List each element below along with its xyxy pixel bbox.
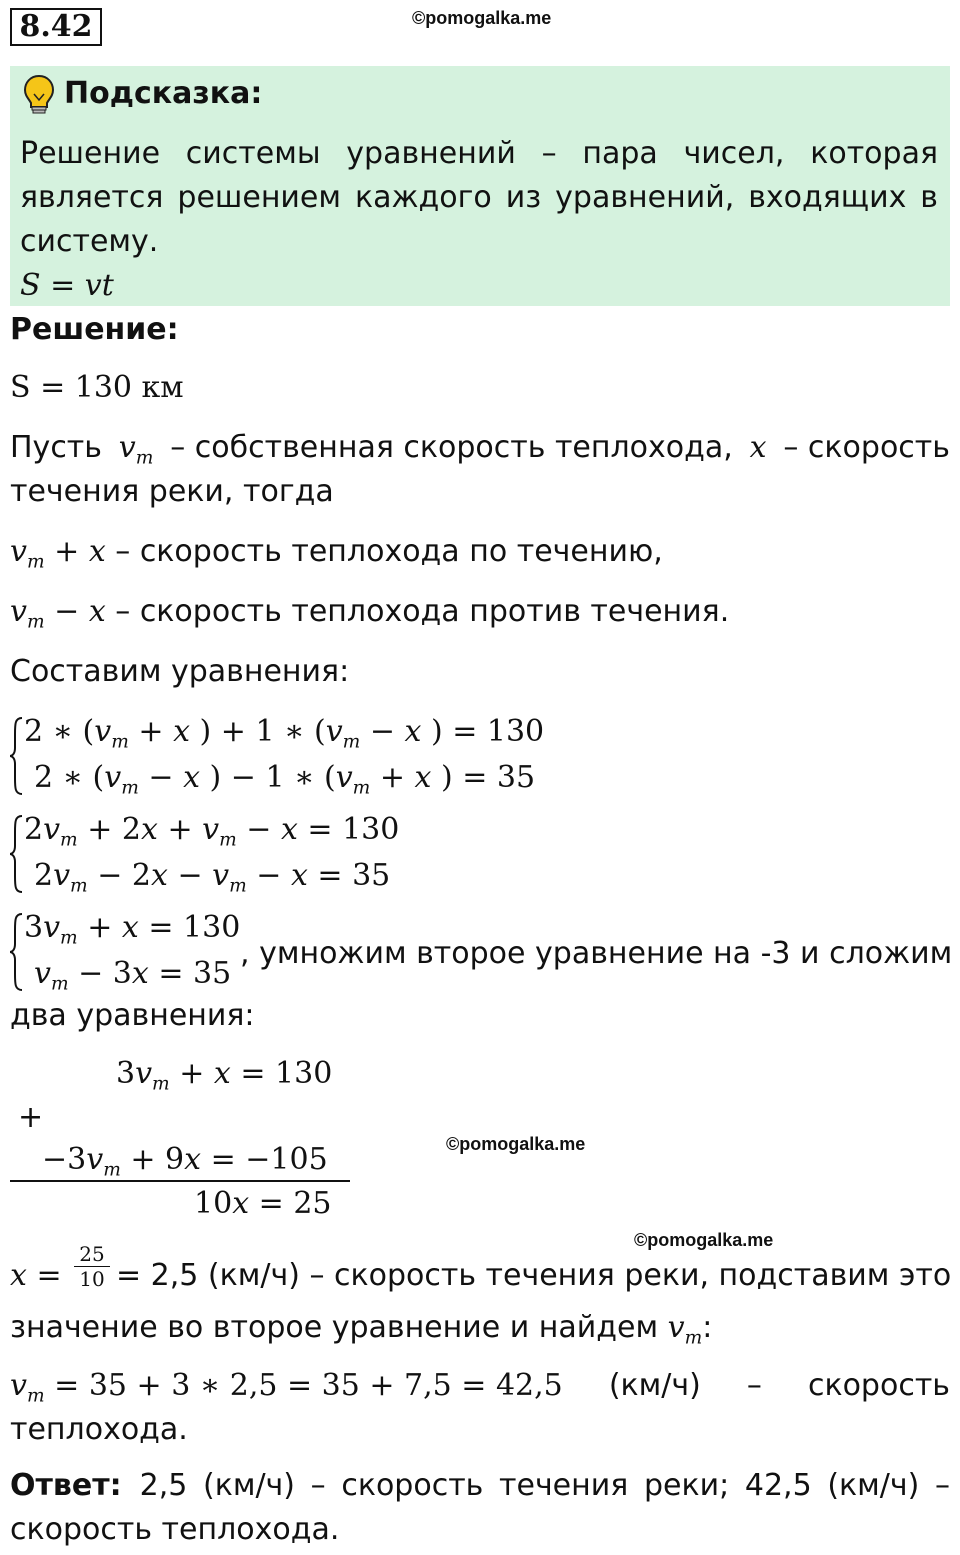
add-eq2: $-3v_т + 9x = -105$ bbox=[42, 1142, 328, 1181]
x-result-text: = 2,5 (км/ч) – скорость течения реки, подставим это bbox=[116, 1258, 952, 1293]
watermark-lower: ©pomogalka.me bbox=[634, 1230, 774, 1250]
hint-line-3: систему. bbox=[20, 224, 159, 259]
answer-text-1: 2,5 (км/ч) – скорость течения реки; 42,5 (км/ч) – bbox=[139, 1468, 950, 1503]
hint-title: Подсказка: bbox=[64, 76, 263, 111]
answer-line-2: скорость теплохода. bbox=[10, 1512, 340, 1547]
upstream-line: $v_т - x$ – скорость теплохода против течения. bbox=[10, 594, 730, 633]
solution-title: Решение: bbox=[10, 312, 179, 347]
lightbulb-icon bbox=[22, 74, 56, 114]
current-speed-text: – скорость bbox=[783, 430, 950, 465]
own-speed-text: – собственная скорость теплохода, bbox=[170, 430, 733, 465]
brace-icon bbox=[8, 716, 24, 796]
x-symbol-result: x = bbox=[10, 1258, 62, 1293]
two-equations-line: два уравнения: bbox=[10, 998, 255, 1033]
brace-icon bbox=[8, 814, 24, 894]
problem-number: 8.42 bbox=[10, 8, 102, 46]
sys1-eq1: 2 ∗ ($v_т + x$ ) + 1 ∗ ($v_т - x$ ) = 130 bbox=[24, 714, 545, 753]
sys1-eq2: 2 ∗ ($v_т - x$ ) − 1 ∗ ($v_т + x$ ) = 35 bbox=[34, 760, 536, 799]
fraction-denominator: 10 bbox=[74, 1266, 110, 1291]
fraction bbox=[74, 1242, 110, 1291]
sys2-eq1: $2v_т + 2x + v_т - x = 130$ bbox=[24, 812, 400, 851]
system-1 bbox=[8, 716, 24, 800]
sys3-eq2: $v_т - 3x = 35$ bbox=[34, 956, 232, 995]
system-3 bbox=[8, 912, 24, 996]
add-eq1: $3v_т + x = 130$ bbox=[116, 1056, 333, 1095]
system-2 bbox=[8, 814, 24, 898]
downstream-line: $v_т + x$ – скорость теплохода по течению, bbox=[10, 534, 663, 573]
watermark-top: ©pomogalka.me bbox=[412, 8, 552, 28]
hint-formula: S = vt bbox=[20, 268, 114, 303]
vt-symbol: $v_т$ bbox=[118, 430, 154, 469]
sys3-eq1: $3v_т + x = 130$ bbox=[24, 910, 241, 949]
vt-calc-line-2: теплохода. bbox=[10, 1412, 188, 1447]
compose-line: Составим уравнения: bbox=[10, 654, 350, 689]
substitute-line: значение во второе уравнение и найдем $v_т$: bbox=[10, 1310, 713, 1349]
answer-line-1 bbox=[10, 1464, 950, 1508]
brace-icon bbox=[8, 912, 24, 992]
sys2-eq2: $2v_т - 2x - v_т - x = 35$ bbox=[34, 858, 391, 897]
x-symbol: x bbox=[749, 430, 767, 465]
vt-calc-line: $v_т = 35 + 3$ ∗ 2,5 = 35 + 7,5 = 42,5 (км/ч) – скорость bbox=[10, 1368, 950, 1407]
watermark-middle: ©pomogalka.me bbox=[446, 1134, 586, 1154]
hint-line-1: Решение системы уравнений – пара чисел, которая bbox=[20, 136, 938, 171]
fraction-numerator: 25 bbox=[79, 1242, 105, 1266]
distance-value: S = 130 км bbox=[10, 370, 184, 405]
plus-sign: + bbox=[18, 1100, 44, 1135]
let-line-2: течения реки, тогда bbox=[10, 474, 334, 509]
let-word: Пусть bbox=[10, 430, 102, 465]
hint-line-2: является решением каждого из уравнений, входящих в bbox=[20, 180, 938, 215]
add-result: 10x = 25 bbox=[194, 1186, 332, 1221]
multiply-note: , умножим второе уравнение на -3 и сложим bbox=[240, 936, 953, 971]
answer-label: Ответ: bbox=[10, 1468, 122, 1503]
